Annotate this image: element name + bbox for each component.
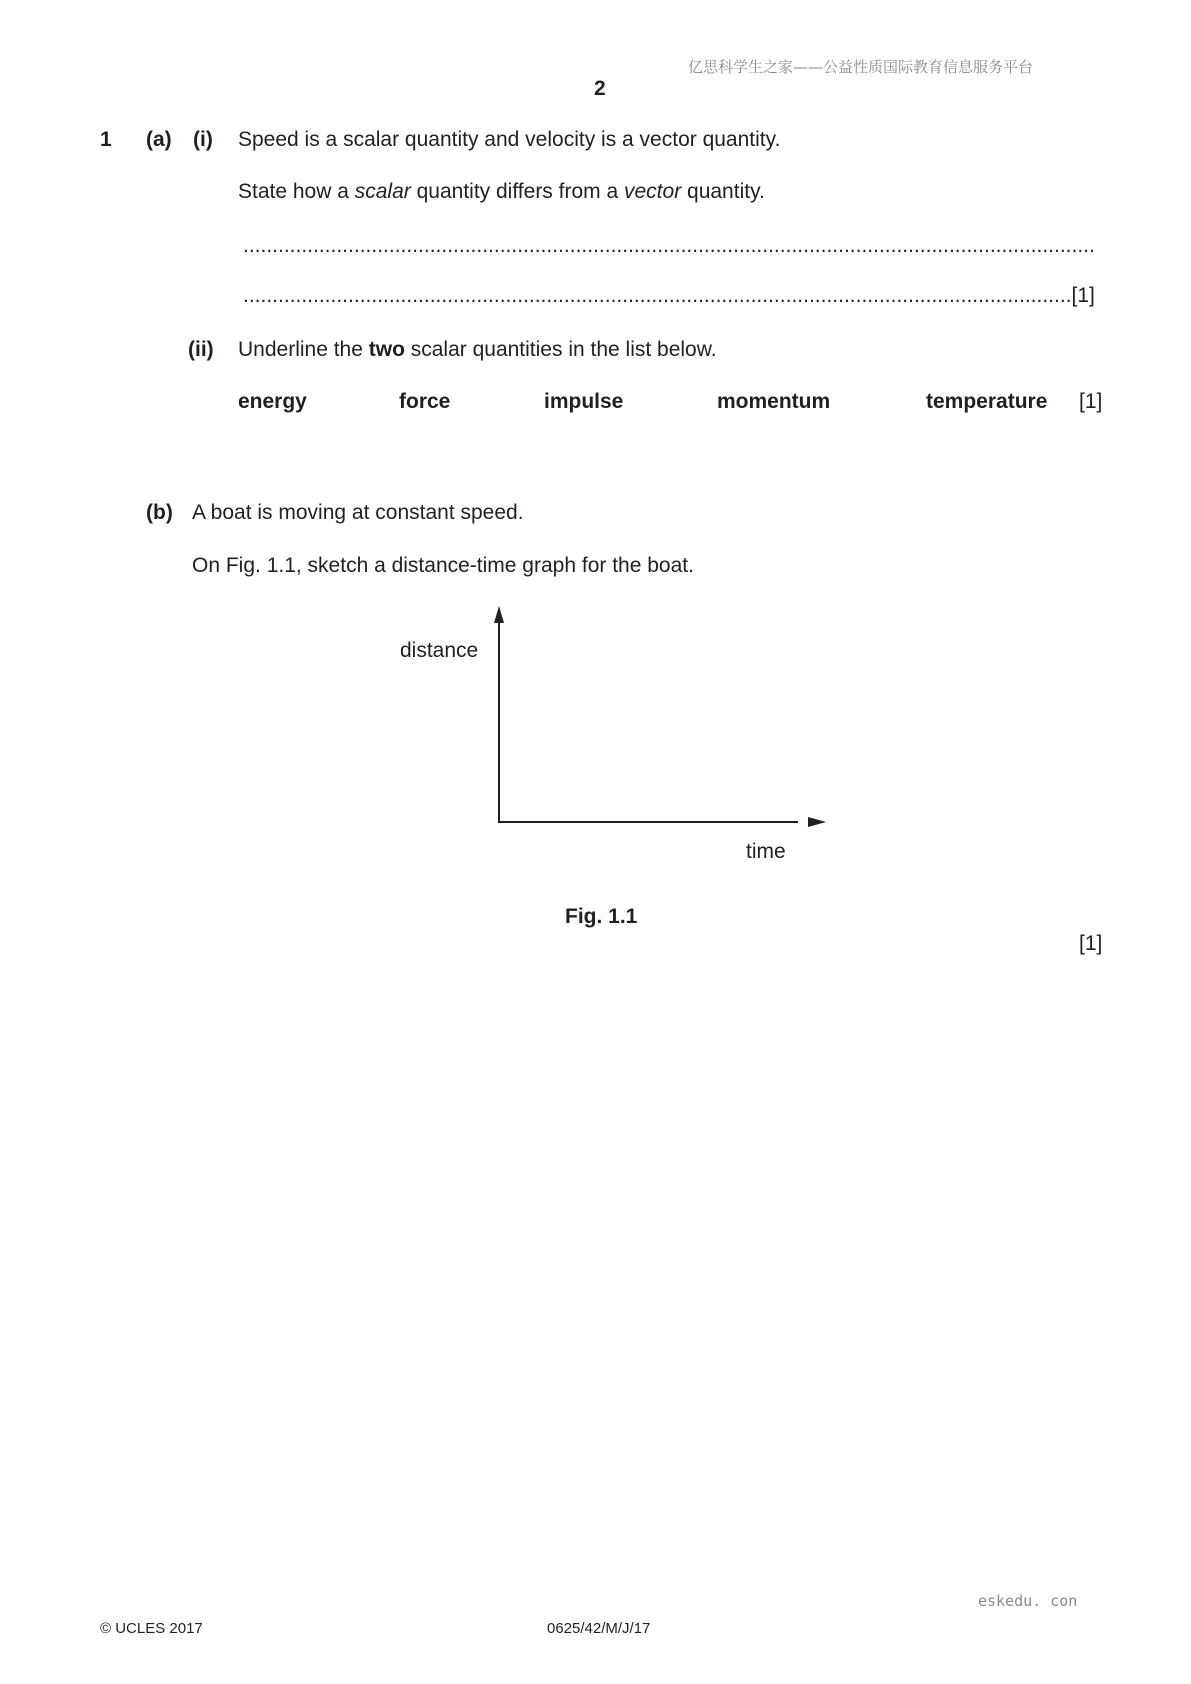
figure-caption: Fig. 1.1 bbox=[565, 905, 638, 928]
answer-line-1[interactable]: .................................................................................................................................................. bbox=[243, 234, 1095, 257]
question-number: 1 bbox=[100, 128, 112, 151]
sub-ii-label: (ii) bbox=[188, 338, 214, 361]
option-impulse[interactable]: impulse bbox=[544, 390, 624, 413]
option-momentum[interactable]: momentum bbox=[717, 390, 831, 413]
distance-time-graph[interactable] bbox=[480, 598, 830, 838]
sub-ii-instruction: Underline the two scalar quantities in the list below. bbox=[238, 338, 717, 361]
option-temperature[interactable]: temperature bbox=[926, 390, 1048, 413]
sub-i-label: (i) bbox=[193, 128, 213, 151]
part-b-instruction: On Fig. 1.1, sketch a distance-time graph for the boat. bbox=[192, 554, 694, 577]
part-b-marks: [1] bbox=[1079, 932, 1103, 955]
watermark-bottom: eskedu. con bbox=[978, 1592, 1078, 1610]
sub-ii-marks: [1] bbox=[1079, 390, 1103, 413]
part-a-label: (a) bbox=[146, 128, 172, 151]
watermark-top: 亿思科学生之家——公益性质国际教育信息服务平台 bbox=[688, 58, 1034, 76]
part-b-statement: A boat is moving at constant speed. bbox=[192, 501, 524, 524]
part-b-label: (b) bbox=[146, 501, 173, 524]
answer-line-2[interactable]: ..............................................................................................................................................[1] bbox=[243, 284, 1095, 307]
sub-i-prompt: State how a scalar quantity differs from a vector quantity. bbox=[238, 180, 765, 203]
x-axis-arrowhead bbox=[808, 817, 826, 827]
option-energy[interactable]: energy bbox=[238, 390, 307, 413]
sub-i-statement: Speed is a scalar quantity and velocity is a vector quantity. bbox=[238, 128, 781, 151]
paper-code: 0625/42/M/J/17 bbox=[547, 1620, 651, 1637]
y-axis-arrowhead bbox=[494, 606, 504, 623]
y-axis-label: distance bbox=[400, 639, 479, 662]
option-force[interactable]: force bbox=[399, 390, 451, 413]
page-number: 2 bbox=[594, 77, 606, 100]
copyright: © UCLES 2017 bbox=[100, 1620, 203, 1637]
x-axis-label: time bbox=[746, 840, 786, 863]
